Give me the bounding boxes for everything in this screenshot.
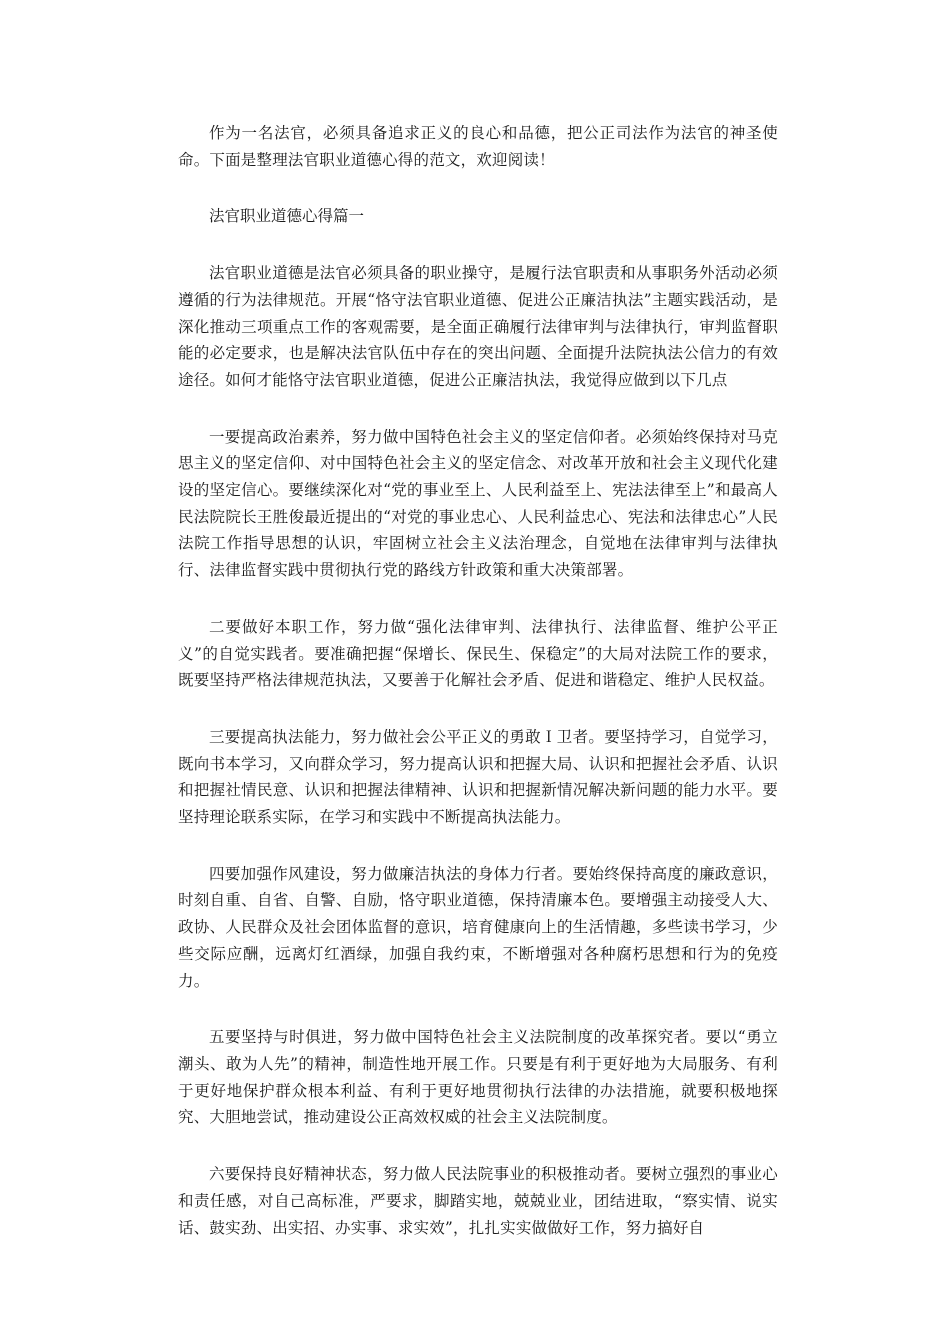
body-paragraph-5: 四要加强作风建设，努力做廉洁执法的身体力行者。要始终保持高度的廉政意识，时刻自重、自省、自警、自励，恪守职业道德，保持清廉本色。要增强主动接受人大、政协、人民群众及社会团体监督的意识，培育健康向上的生活情趣，多些读书学习，少些交际应酬，远离灯红酒绿，加强自我约束，不断增强对各种腐朽思想和行为的免疫力。 [178, 864, 778, 990]
body-paragraph-4: 三要提高执法能力，努力做社会公平正义的勇敢Ｉ卫者。要坚持学习，自觉学习，既向书本学习，又向群众学习，努力提高认识和把握大局、认识和把握社会矛盾、认识和把握社情民意、认识和把握法律精神、认识和把握新情况解决新问题的能力水平。要坚持理论联系实际，在学习和实践中不断提高执法能力。 [178, 727, 778, 827]
body-paragraph-6: 五要坚持与时俱进，努力做中国特色社会主义法院制度的改革探究者。要以“勇立潮头、敢为人先”的精神，制造性地开展工作。只要是有利于更好地为大局服务、有利于更好地保护群众根本利益、有利于更好地贯彻执行法律的办法措施，就要积极地探究、大胆地尝试，推动建设公正高效权威的社会主义法院制度。 [178, 1028, 778, 1127]
body-paragraph-7: 六要保持良好精神状态，努力做人民法院事业的积极推动者。要树立强烈的事业心和责任感，对自己高标准，严要求，脚踏实地，兢兢业业，团结进取，“察实情、说实话、鼓实劲、出实招、办实事、求实效”，扎扎实实做做好工作，努力搞好自 [178, 1165, 778, 1237]
document-body [178, 120, 778, 1271]
section-title: 法官职业道德心得篇一 [209, 207, 365, 226]
intro-paragraph: 作为一名法官，必须具备追求正义的良心和品德，把公正司法作为法官的神圣使命。下面是整理法官职业道德心得的范文，欢迎阅读！ [178, 124, 778, 169]
body-paragraph-2: 一要提高政治素养，努力做中国特色社会主义的坚定信仰者。必须始终保持对马克思主义的坚定信仰、对中国特色社会主义的坚定信念、对改革开放和社会主义现代化建设的坚定信心。要继续深化对“党的事业至上、人民利益至上、宪法法律至上”和最高人民法院院长王胜俊最近提出的“对党的事业忠心、人民利益忠心、宪法和法律忠心”人民法院工作指导思想的认识，牢固树立社会主义法治理念，自觉地在法律审判与法律执行、法律监督实践中贯彻执行党的路线方针政策和重大决策部署。 [178, 427, 778, 580]
body-paragraph-1: 法官职业道德是法官必须具备的职业操守，是履行法官职责和从事职务外活动必须遵循的行为法律规范。开展“恪守法官职业道德、促进公正廉洁执法”主题实践活动，是深化推动三项重点工作的客观需要，是全面正确履行法律审判与法律执行，审判监督职能的必定要求，也是解决法官队伍中存在的突出问题、全面提升法院执法公信力的有效途径。如何才能恪守法官职业道德，促进公正廉洁执法，我觉得应做到以下几点 [178, 264, 778, 389]
body-paragraph-3: 二要做好本职工作，努力做“强化法律审判、法律执行、法律监督、维护公平正义”的自觉实践者。要准确把握“保增长、保民生、保稳定”的大局对法院工作的要求，既要坚持严格法律规范执法，又要善于化解社会矛盾、促进和谐稳定、维护人民权益。 [178, 617, 778, 690]
